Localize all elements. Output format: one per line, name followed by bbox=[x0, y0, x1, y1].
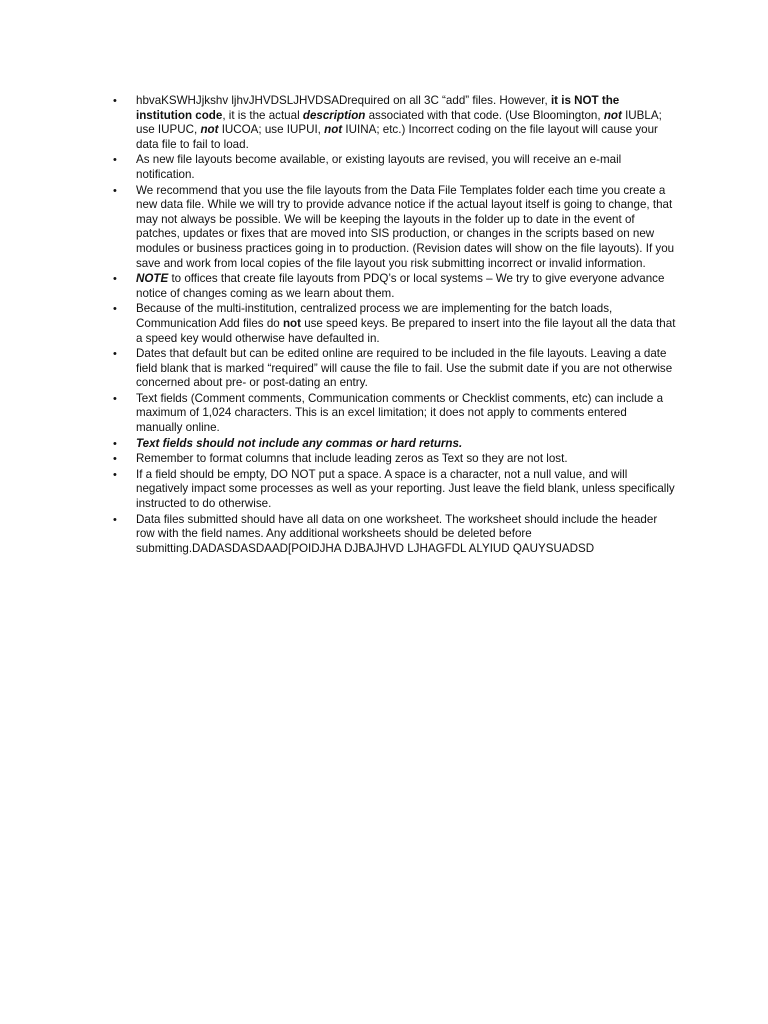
bullet-text bbox=[136, 452, 568, 465]
bullet-text bbox=[136, 347, 672, 389]
bullet-text bbox=[136, 184, 674, 270]
text-run: NOTE bbox=[136, 272, 169, 286]
bullet-text bbox=[136, 392, 663, 434]
bullet-dot-icon: • bbox=[113, 154, 117, 167]
bullet-item bbox=[110, 272, 676, 301]
text-run: Dates that default but can be edited online are required to be included in the file layouts. Leaving a date field blank that is marked “required” will cause the file to fail. Use the submit date if you are not otherwise concerned about pre- or post-dating an entry. bbox=[136, 347, 673, 390]
text-run: use speed keys. Be prepared to insert into the file layout all the data that a speed key would otherwise have defaulted in. bbox=[136, 316, 676, 345]
bullet-text bbox=[136, 302, 675, 344]
text-run: it is NOT the institution code bbox=[136, 94, 620, 122]
bullet-text bbox=[136, 513, 657, 555]
text-run: As new file layouts become available, or existing layouts are revised, you will receive an e-mail notification. bbox=[136, 153, 622, 181]
bullet-dot-icon: • bbox=[113, 303, 117, 316]
bullet-item bbox=[110, 302, 676, 346]
bullet-text bbox=[136, 468, 675, 510]
text-run: IUBLA; use IUPUC, bbox=[136, 108, 662, 137]
text-run: Remember to format columns that include leading zeros as Text so they are not lost. bbox=[136, 452, 568, 466]
text-run: Text fields should not include any commas or hard returns. bbox=[136, 436, 463, 450]
bullet-item bbox=[110, 184, 676, 272]
text-run: not bbox=[324, 123, 343, 137]
text-run: not bbox=[282, 316, 301, 330]
bullet-dot-icon: • bbox=[113, 184, 117, 197]
bullet-dot-icon: • bbox=[113, 437, 117, 450]
text-run: Because of the multi-institution, centralized process we are implementing for the batch loads, Communication Add files do bbox=[136, 302, 613, 330]
bullet-text bbox=[136, 94, 662, 151]
text-run: not bbox=[603, 108, 622, 122]
bullet-dot-icon: • bbox=[113, 392, 117, 405]
text-run: IUINA; etc.) Incorrect coding on the file layout will cause your data file to fail to load. bbox=[136, 123, 658, 151]
text-run: We recommend that you use the file layouts from the Data File Templates folder each time you create a new data file. While we will try to provide advance notice if the actual layout itself is going to change, that may not always be possible. We will be keeping the layouts in the folder up to date in the event of patches, updates or fixes that are moved into SIS production, or changes in the scripts based on new modules or business practices going in to production. (Revision dates will show on the file layouts). If you save and work from local copies of the file layout you risk submitting incorrect or invalid information. bbox=[136, 183, 675, 270]
text-run: hbvaKSWHJjkshv ljhvJHVDSLJHVDSADrequired on all 3C “add” files. However, bbox=[136, 94, 551, 107]
bullet-dot-icon: • bbox=[113, 348, 117, 361]
text-run: not bbox=[200, 123, 219, 137]
bullet-item bbox=[110, 437, 676, 452]
bullet-dot-icon: • bbox=[113, 453, 117, 466]
text-run: , it is the actual bbox=[222, 108, 303, 122]
text-run: description bbox=[302, 108, 366, 122]
bullet-text bbox=[136, 437, 462, 450]
text-run: IUCOA; use IUPUI, bbox=[218, 123, 325, 137]
text-run: associated with that code. (Use Bloomington, bbox=[365, 108, 604, 122]
bullet-dot-icon: • bbox=[113, 273, 117, 286]
text-run: Text fields (Comment comments, Communication comments or Checklist comments, etc) can include a maximum of 1,024 characters. This is an excel limitation; it does not apply to comments entered manually online. bbox=[136, 391, 664, 435]
bullet-dot-icon: • bbox=[113, 513, 117, 526]
bullet-item bbox=[110, 452, 676, 467]
text-run: to offices that create file layouts from PDQ’s or local systems – We try to give everyone advance notice of changes coming as we learn about them. bbox=[136, 272, 665, 300]
bullet-list bbox=[110, 94, 676, 557]
bullet-item bbox=[110, 468, 676, 512]
bullet-dot-icon: • bbox=[113, 468, 117, 481]
bullet-dot-icon: • bbox=[113, 95, 117, 107]
bullet-item bbox=[110, 94, 676, 152]
text-run: If a field should be empty, DO NOT put a space. A space is a character, not a null value, and will negatively impact some processes as well as your reporting. Just leave the field blank, unless specifically instructed to do otherwise. bbox=[136, 467, 675, 511]
bullet-item bbox=[110, 392, 676, 436]
bullet-text bbox=[136, 153, 621, 181]
bullet-item bbox=[110, 347, 676, 391]
bullet-item bbox=[110, 513, 676, 557]
bullet-item bbox=[110, 153, 676, 182]
bullet-text bbox=[136, 272, 664, 300]
text-run: Data files submitted should have all data on one worksheet. The worksheet should include the header row with the field names. Any additional worksheets should be deleted before submitting.DADASDASDAAD[POIDJHA DJBAJHVD LJHAGFDL ALYIUD QAUYSUADSD bbox=[136, 512, 658, 555]
